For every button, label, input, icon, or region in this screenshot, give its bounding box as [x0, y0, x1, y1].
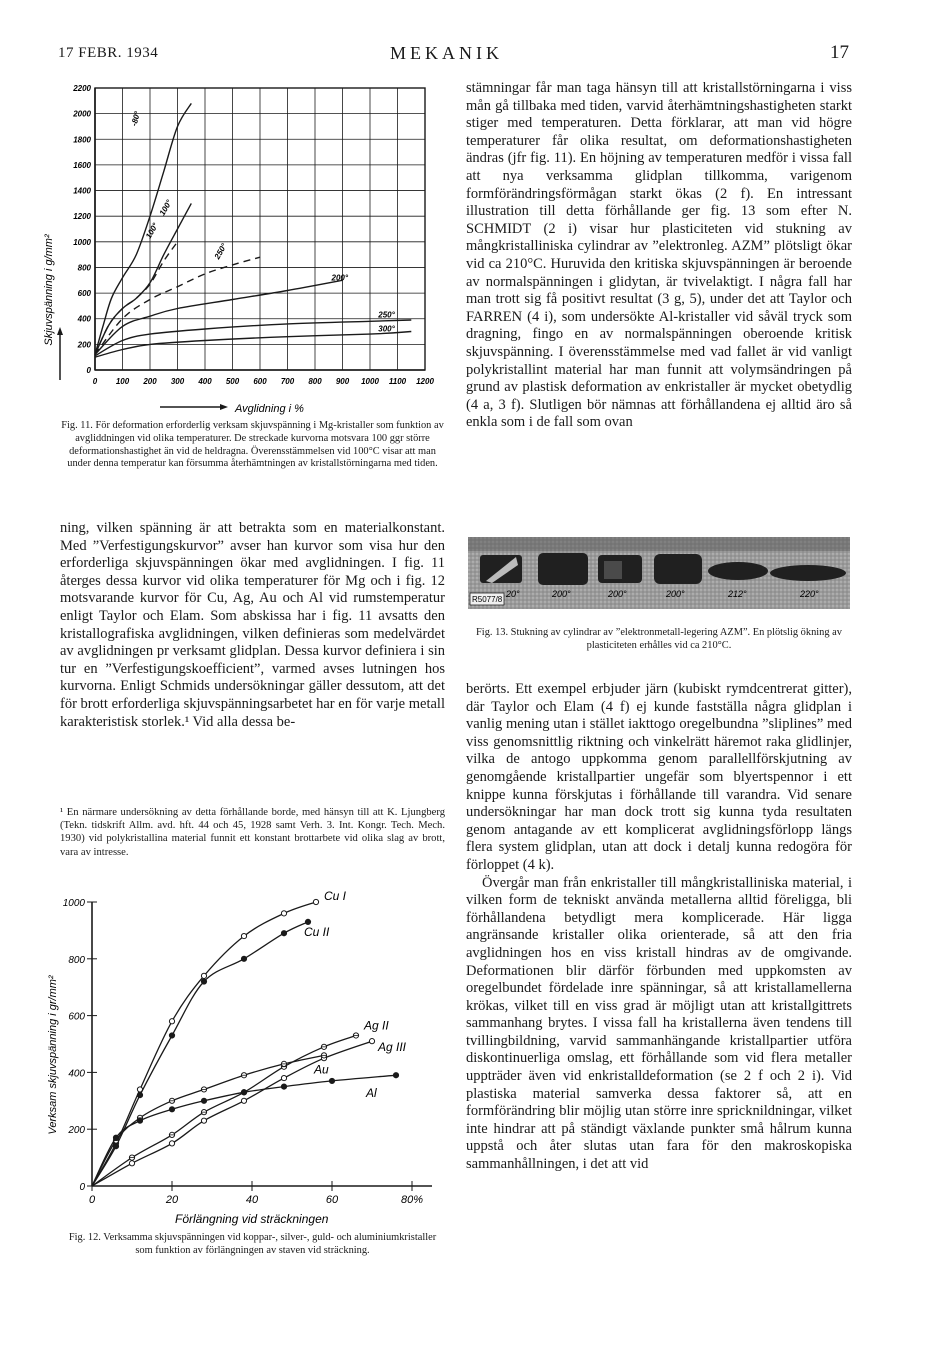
fig12-point: [329, 1078, 334, 1083]
fig12-ytick: 600: [68, 1011, 85, 1023]
fig11-curve-label: 300°: [378, 324, 395, 334]
fig11-xtick: 200: [143, 377, 157, 386]
fig11-ytick: 2000: [73, 109, 91, 119]
right-top-paragraph: stämningar får man taga hänsyn till att kristallstörningarna i viss mån gå tillbaka med tiden, varvid återhämtningshastigheten starkt stiger med temperaturen. Detta förklarar, att man vid högre temperaturer får olika resultat, om deformationshastigheten ändras (jfr fig. 11). En höjning av temperaturen medför i vissa fall att nya verksamma glidplan tillkomma, varigenom formförändringsförmågan starkt ökas (2 f). En intressant illustration till detta förhållande ger fig. 13 som efter N. SCHMIDT (2 i) visar hur plasticiteten vid stukning av mångkristalliniska cylindrar av ”elektronleg. AZM” plötsligt ökar vid ca 210°C. Huruvida den kritiska skjuvspänningen är beroende av normalspänningen i glidytan, är tvivelaktigt. I några fall har man trott sig få positivt resultat (3 g, 5), under det att Taylor och FARREN (4 i), som undersökte Al-kristaller vid såväl tryck som dragning, fingo en av normalspänningen oberoende kritisk skjuvspänning. I överensstämmelse med vad fallet är vid vanligt polykristallint material har man funnit att volymsändringen på grund av plastisk deformation av enkristaller är mycket obetydlig (4 a, 3 f). Slutligen bör nämnas att förhållandena ej alltid äro så enkla som i de fall som ovan: [466, 80, 852, 431]
fig12-point: [281, 911, 286, 916]
fig11-ytick: 2200: [73, 84, 91, 93]
fig12-series-line: [92, 902, 316, 1186]
fig12-point: [201, 979, 206, 984]
fig11-curve-label: 200°: [331, 273, 349, 283]
fig12-series-label: Ag III: [378, 1040, 407, 1055]
fig11-xtick: 1200: [416, 377, 434, 386]
fig12-ytick: 1000: [62, 898, 85, 909]
fig11-curve-label: 100°: [157, 198, 174, 218]
fig12-series-label: Au: [314, 1062, 329, 1077]
fig11-ytick: 200: [77, 340, 91, 350]
figure-12-chart: [40, 890, 440, 1230]
fig13-temp-1: 20°: [506, 589, 520, 599]
fig12-point: [113, 1135, 118, 1140]
fig12-xtick: 40: [245, 1194, 259, 1206]
fig11-ylabel: Skjuvspänning i g/mm²: [43, 234, 55, 346]
fig12-point: [169, 1033, 174, 1038]
fig12-ytick: 0: [79, 1182, 85, 1193]
right-top-text: [466, 80, 852, 432]
fig12-point: [281, 931, 286, 936]
right-bottom-text: [466, 681, 852, 1174]
fig11-xtick: 500: [225, 377, 240, 386]
fig11-xtick: 800: [308, 377, 322, 386]
fig12-xtick: 80%: [400, 1194, 424, 1206]
fig12-point: [241, 1090, 246, 1095]
fig12-series-line: [92, 922, 308, 1186]
fig11-curve-label: 100°: [143, 221, 161, 241]
fig12-point: [201, 1098, 206, 1103]
fig12-ytick: 200: [68, 1125, 85, 1137]
fig11-curve-label: -80°: [129, 110, 143, 127]
fig11-xlabel: Avglidning i %: [235, 403, 304, 415]
fig11-xtick: 600: [253, 377, 267, 386]
fig12-point: [201, 1118, 206, 1123]
right-bottom-paragraph-1: berörts. Ett exempel erbjuder järn (kubiskt rymdcentrerat gitter), där Taylor och Elam (4 f) ej kunde fastställa några glidplan i vanlig mening utan i stället iakttogo oregelbundna ”sliplines” med viss genomsnittlig riktning och vinkelrätt häremot raka glidlinjer, vilka de antogo uppkomma genom parallellförskjutning av genomgående kristallpartier ungefär som blyertspennor i ett knippe kunna förskjutas i förhållande till varandra. Vid senare undersökningar har man dock trott sig kunna tyda resultaten genom antagande av ett komplicerat avglidningsförlopp längs flera system glidplan, utan att dock i detalj kunna redogöra för förloppet (4 k).: [466, 681, 852, 873]
fig13-temp-3: 200°: [608, 589, 627, 599]
fig12-point: [313, 899, 318, 904]
fig11-ytick: 1000: [73, 237, 91, 247]
fig12-point: [369, 1039, 374, 1044]
fig12-point: [241, 1098, 246, 1103]
figure-12-caption: Fig. 12. Verksamma skjuvspänningen vid koppar-, silver-, guld- och aluminiumkristaller som funktion av förlängningen av staven vid sträckning.: [68, 1232, 437, 1256]
fig12-point: [241, 956, 246, 961]
fig12-point: [393, 1073, 398, 1078]
fig12-series-label: Al: [366, 1086, 377, 1101]
fig13-temp-6: 220°: [800, 589, 819, 599]
fig13-stamp: R5077/8: [472, 595, 503, 604]
fig12-series-label: Cu I: [324, 890, 347, 903]
fig12-ytick: 400: [68, 1068, 85, 1080]
fig12-ylabel: Verksam skjuvspänning i gr/mm²: [47, 975, 59, 1135]
fig12-series-label: Ag II: [364, 1018, 389, 1033]
journal-title: MEKANIK: [390, 43, 503, 63]
footnote: ¹ En närmare undersökning av detta förhållande borde, med hänsyn till att K. Ljungberg (Tekn. tidskrift Allm. avd. hft. 44 och 45, 1928 samt Verh. 3. Int. Kongr. Tech. Mech. 1930) vid polykristallina material funnit ett konstant brottarbete vid olika slag av brott, vara av intresse.: [60, 807, 445, 858]
fig11-xtick: 1100: [388, 377, 407, 386]
fig12-point: [281, 1084, 286, 1089]
fig12-point: [241, 933, 246, 938]
fig13-temp-4: 200°: [666, 589, 685, 599]
fig11-xtick: 300: [170, 377, 185, 386]
right-bottom-paragraph-2: Övergår man från enkristaller till mångkristalliniska material, i vilken form de tekniskt använda metallerna alltid föreligga, bli förhållandena betydligt mera komplicerade. Här ligga angränsande kristaller olika orienterade, så att den fria avglidningen hos en viss kristall hindras av de omgivande. Deformationen blir därför förbunden med uppkomsten av oregelbundet fördelade inre spänningar, så att kristallamellerna krökas, vilket till en viss grad är möjligt utan att kristallgittrets sammanhang brytes. I vissa fall ha kristallerna även tendens till tvillingbildning, varvid sammanhängande kristallpartier utföra diskontinuerliga omslag, ett förhållande som vid flera metaller uppträder även vid enkristalldeformation (se 2 f och 2 i). Vid plastiska material samverka dessa faktorer så, att en formförändring blir möjlig utan större inre spricknildningar, vilket inte hindrar att på ständigt växlande punkter små hålrum kunna uppstå och åter slutas utan fara för den makroskopiska sammanhållningen, i det att vid: [466, 874, 852, 1173]
fig12-xtick: 0: [88, 1194, 96, 1206]
fig12-point: [281, 1075, 286, 1080]
fig12-point: [137, 1118, 142, 1123]
fig11-xtick: 1000: [361, 377, 379, 386]
fig12-point: [169, 1107, 174, 1112]
page-number: 17: [830, 42, 849, 63]
fig11-xtick: 900: [335, 377, 350, 386]
fig12-point: [305, 919, 310, 924]
fig11-ytick: 1800: [73, 135, 91, 145]
fig11-ytick: 400: [77, 314, 91, 324]
fig12-xtick: 60: [325, 1194, 339, 1206]
fig11-ytick: 1400: [73, 186, 91, 196]
fig13-temp-5: 212°: [728, 589, 747, 599]
fig11-ytick: 1200: [73, 212, 91, 222]
fig12-xtick: 20: [165, 1194, 179, 1206]
fig12-point: [169, 1141, 174, 1146]
fig13-temp-2: 200°: [552, 589, 571, 599]
fig12-point: [169, 1019, 174, 1024]
fig11-xtick: 400: [198, 377, 212, 386]
fig11-ytick: 800: [77, 263, 91, 273]
fig11-curve-label: 250°: [212, 241, 229, 261]
fig12-point: [129, 1161, 134, 1166]
figure-11-chart: [40, 80, 440, 415]
figure-13-photo: [468, 537, 850, 609]
fig12-ytick: 800: [68, 954, 85, 966]
fig11-series-line: [95, 280, 343, 354]
fig11-xtick: 100: [115, 377, 130, 386]
header-date: 17 FEBR. 1934: [58, 45, 159, 61]
fig11-ytick: 1600: [73, 160, 91, 170]
fig11-xtick: 700: [280, 377, 295, 386]
fig12-point: [201, 973, 206, 978]
fig12-point: [137, 1093, 142, 1098]
fig11-curve-label: 250°: [378, 310, 395, 320]
fig12-xlabel: Förlängning vid sträckningen: [175, 1212, 329, 1226]
fig11-ytick: 0: [86, 366, 91, 375]
figure-13-caption: Fig. 13. Stukning av cylindrar av ”elektronmetall-legering AZM”. En plötslig ökning av plasticiteten erhålles vid ca 210°C.: [476, 627, 842, 651]
left-body-text: [60, 520, 445, 731]
fig11-ytick: 600: [77, 289, 91, 299]
fig11-xtick: 0: [92, 377, 98, 386]
fig12-series-label: Cu II: [304, 924, 330, 939]
figure-11-caption: Fig. 11. För deformation erforderlig verksam skjuvspänning i Mg-kristaller som funktion av avgliddningen vid olika temperaturer. De streckade kurvorna motsvara 100 ggr större deformationshastighet än vid de heldragna. Överensstämmelsen vid 100°C visar att man under denna temperatur kan försumma återhämtningen av kristallstörningarna med tiden.: [61, 420, 444, 470]
left-paragraph: ning, vilken spänning är att betrakta som en materialkonstant. Med ”Verfestigungskurvor” avser han kurvor som visa hur den erforderliga skjuvspänningen ökar med avglidningen. I fig. 11 återges dessa kurvor vid olika temperaturer för Mg och i fig. 12 motsvarande kurvor för Cu, Ag, Au och Al vid rumstemperatur enligt Taylor och Elam. Som abskissa har i fig. 11 avsatts den kristallografiska avglidningen, vilken definieras som medelvärdet av avglidningen pr verksamt glidplan. Dessa kurvor definiera i sin tur en ”Verfestigungskoefficient”, varmed avses lutningen hos kurvorna. Enligt Schmids undersökningar gäller dessutom, att det för brott erforderliga skjuvspänningsarbetet har en för varje metall karakteristisk storlek.¹ Vid alla dessa be-: [60, 520, 445, 730]
